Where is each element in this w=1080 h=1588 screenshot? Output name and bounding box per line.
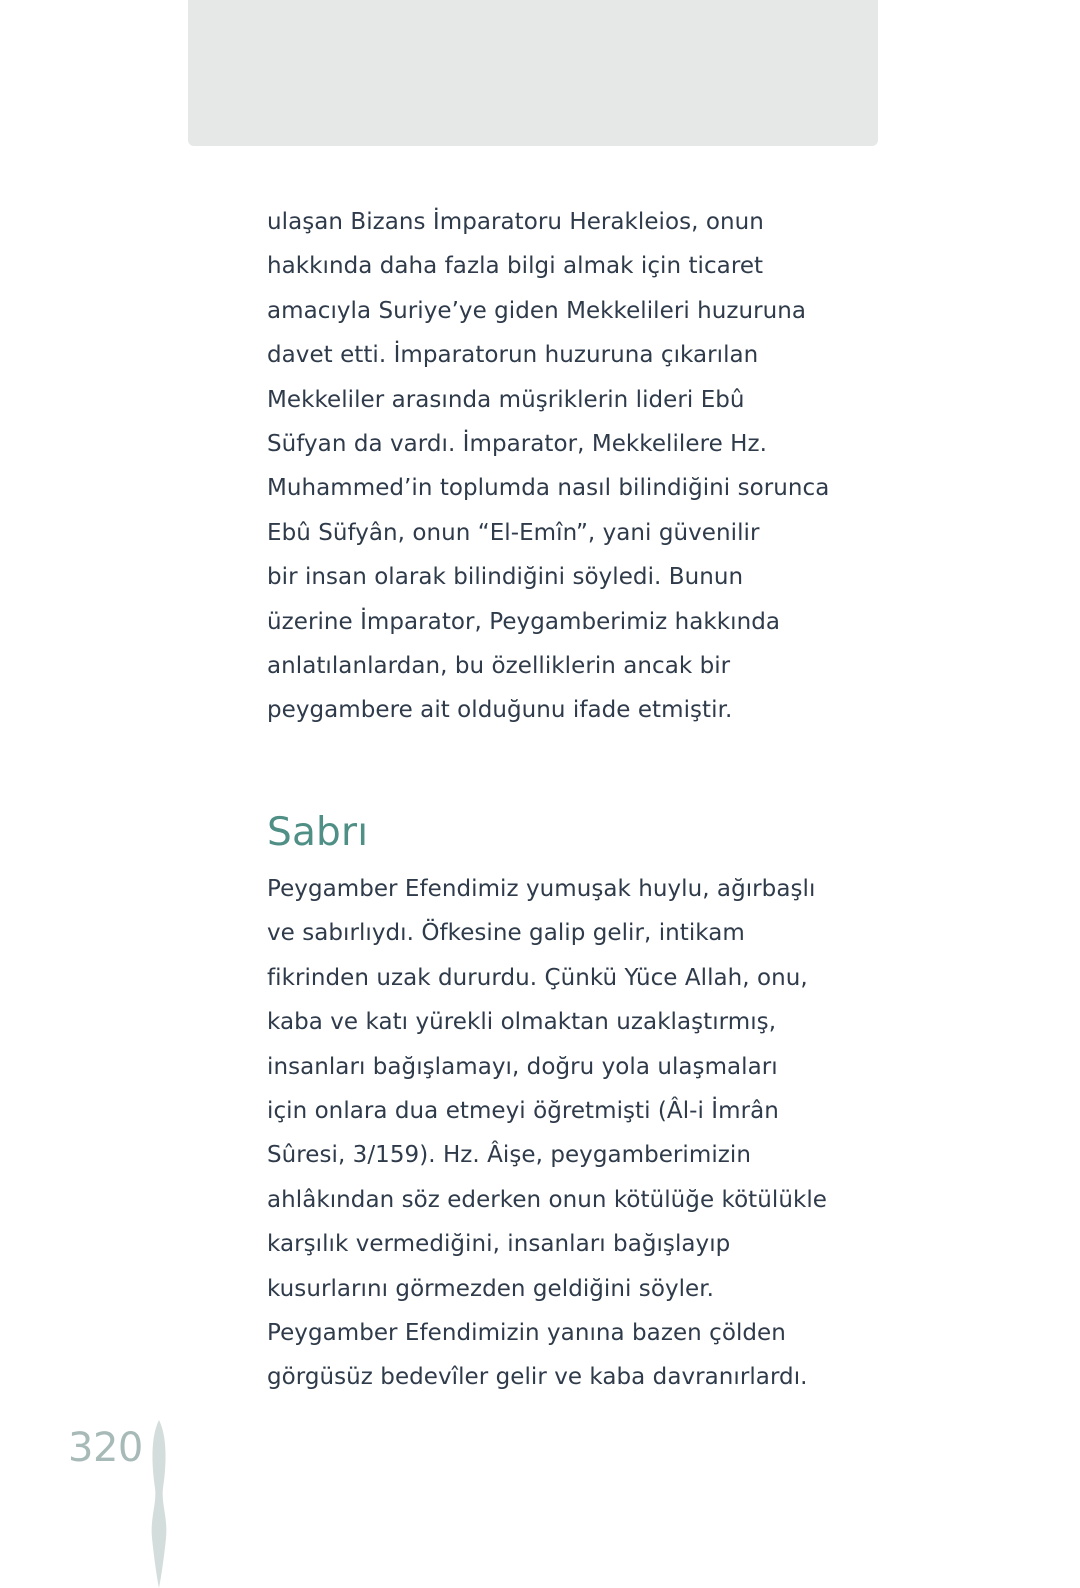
text-line: ve sabırlıydı. Öfkesine galip gelir, intikam	[267, 920, 745, 947]
text-line: karşılık vermediğini, insanları bağışlayıp	[267, 1231, 731, 1258]
text-line: hakkında daha fazla bilgi almak için ticaret	[267, 253, 764, 280]
text-line: peygambere ait olduğunu ifade etmiştir.	[267, 697, 733, 724]
paragraph-herakleios	[267, 200, 830, 733]
text-line: Mekkeliler arasında müşriklerin lideri Ebû	[267, 386, 745, 413]
page-ornament-icon	[146, 1418, 172, 1588]
text-line: Ebû Süfyân, onun “El-Emîn”, yani güvenilir	[267, 519, 760, 546]
ornament-shape	[152, 1420, 167, 1588]
text-line: kusurlarını görmezden geldiğini söyler.	[267, 1275, 715, 1302]
text-line: üzerine İmparator, Peygamberimiz hakkında	[267, 608, 780, 635]
text-line: anlatılanlardan, bu özelliklerin ancak bir	[267, 653, 731, 680]
text-line: amacıyla Suriye’ye giden Mekkelileri huzuruna	[267, 297, 807, 324]
text-line: Muhammed’in toplumda nasıl bilindiğini sorunca	[267, 475, 830, 502]
page-content	[267, 200, 830, 1400]
text-line: bir insan olarak bilindiğini söyledi. Bunun	[267, 564, 744, 591]
text-line: Peygamber Efendimizin yanına bazen çölden	[267, 1319, 786, 1346]
text-line: ulaşan Bizans İmparatoru Herakleios, onun	[267, 209, 764, 235]
text-line: davet etti. İmparatorun huzuruna çıkarılan	[267, 342, 759, 369]
text-line: insanları bağışlamayı, doğru yola ulaşmaları	[267, 1053, 778, 1080]
text-line: Peygamber Efendimiz yumuşak huylu, ağırbaşlı	[267, 875, 816, 902]
section-heading-sabri: Sabrı	[267, 809, 369, 855]
paragraph-sabri	[267, 867, 827, 1400]
text-line: kaba ve katı yürekli olmaktan uzaklaştırmış,	[267, 1009, 777, 1036]
top-banner	[188, 0, 878, 146]
text-line: için onlara dua etmeyi öğretmişti (Âl-i İmrân	[267, 1097, 779, 1124]
text-line: Süfyan da vardı. İmparator, Mekkelilere Hz.	[267, 431, 767, 458]
text-line: fikrinden uzak dururdu. Çünkü Yüce Allah, onu,	[267, 964, 808, 991]
text-line: Sûresi, 3/159). Hz. Âişe, peygamberimizin	[267, 1142, 751, 1169]
text-line: görgüsüz bedevîler gelir ve kaba davranırlardı.	[267, 1364, 808, 1391]
text-line: ahlâkından söz ederken onun kötülüğe kötülükle	[267, 1186, 827, 1213]
page-number: 320	[68, 1425, 143, 1471]
